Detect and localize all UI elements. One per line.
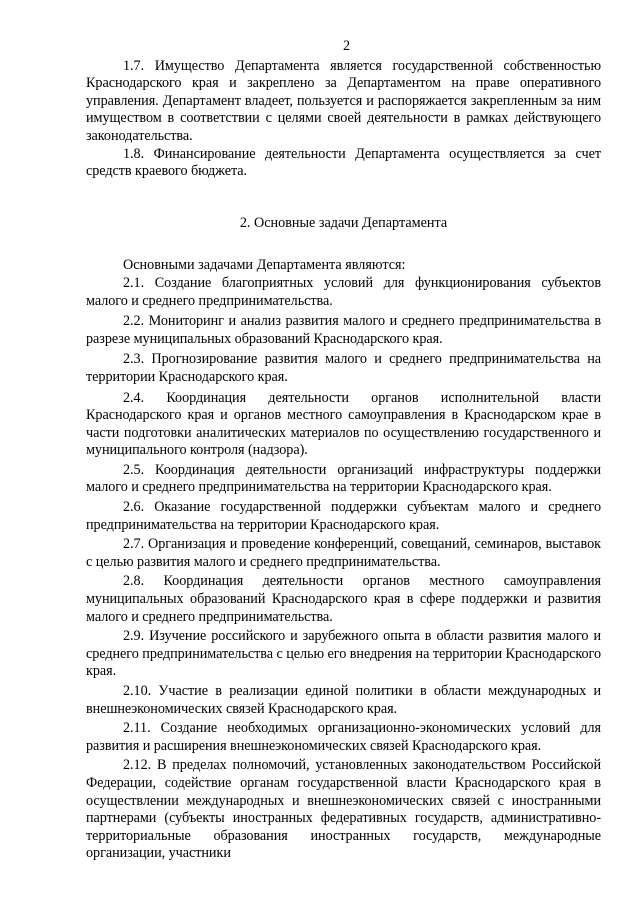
task-item-2-5: 2.5. Координация деятельности организаций инфраструктуры поддержки малого и среднего предпринимательства на территории Краснодарского края. <box>86 461 601 496</box>
document-page <box>86 38 601 863</box>
task-item-2-3: 2.3. Прогнозирование развития малого и среднего предпринимательства на территории Краснодарского края. <box>86 351 601 385</box>
task-item-2-9: 2.9. Изучение российского и зарубежного опыта в области развития малого и среднего предпринимательства с целью его внедрения на территории Краснодарского края. <box>86 628 601 680</box>
task-item-2-7: 2.7. Организация и проведение конференций, совещаний, семинаров, выставок с целью развития малого и среднего предпринимательства. <box>86 536 601 570</box>
task-item-2-6: 2.6. Оказание государственной поддержки субъектам малого и среднего предпринимательства на территории Краснодарского края. <box>86 499 601 533</box>
section-intro: Основными задачами Департамента являются: <box>123 257 406 274</box>
task-item-2-2: 2.2. Мониторинг и анализ развития малого и среднего предпринимательства в разрезе муниципальных образований Краснодарского края. <box>86 313 601 347</box>
paragraph-1-7: 1.7. Имущество Департамента является государственной собственностью Краснодарского края и закреплено за Департаментом на праве оперативного управления. Департамент владеет, пользуется и распоряжается закрепленным за ним имуществом в соответствии с целями своей деятельности в рамках действующего законодательства. <box>86 57 601 144</box>
task-item-2-4: 2.4. Координация деятельности органов исполнительной власти Краснодарского края и органов местного самоуправления в Краснодарском крае в части подготовки аналитических материалов по осуществлению государственного и муниципального контроля (надзора). <box>86 389 601 459</box>
page-number: 2 <box>342 38 351 54</box>
task-item-2-8: 2.8. Координация деятельности органов местного самоуправления муниципальных образований Краснодарского края в сфере поддержки и развития малого и среднего предпринимательства. <box>86 573 601 625</box>
section-title: 2. Основные задачи Департамента <box>239 214 448 231</box>
task-item-2-12: 2.12. В пределах полномочий, установленных законодательством Российской Федерации, содействие органам государственной власти Краснодарского края в осуществлении международных и внешнеэкономических связей с иностранными партнерами (субъекты иностранных федеративных государств, административно-территориальные образования иностранных государств, международные организации, участники <box>86 757 601 862</box>
task-item-2-10: 2.10. Участие в реализации единой политики в области международных и внешнеэкономических связей Краснодарского края. <box>86 683 601 717</box>
task-item-2-11: 2.11. Создание необходимых организационно-экономических условий для развития и расширения внешнеэкономических связей Краснодарского края. <box>86 720 601 754</box>
paragraph-1-8: 1.8. Финансирование деятельности Департамента осуществляется за счет средств краевого бюджета. <box>86 145 601 180</box>
task-item-2-1: 2.1. Создание благоприятных условий для функционирования субъектов малого и среднего предпринимательства. <box>86 274 601 309</box>
